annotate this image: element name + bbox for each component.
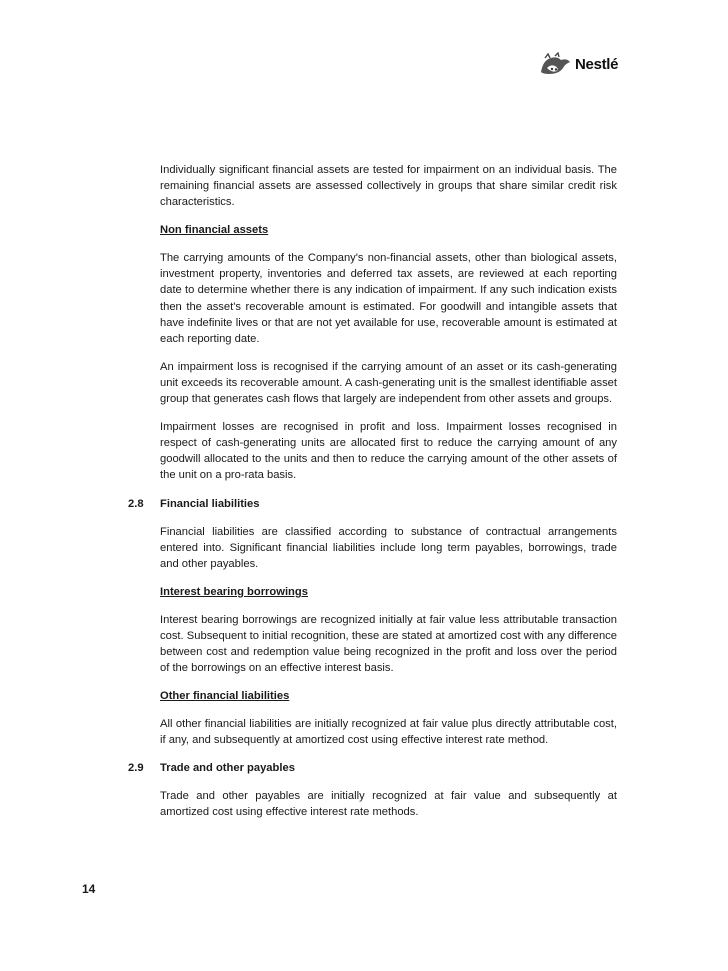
paragraph: Trade and other payables are initially recognized at fair value and subsequently at amortized cost using effective interest rate methods. (160, 790, 617, 819)
paragraph: An impairment loss is recognised if the carrying amount of an asset or its cash-generating unit exceeds its recoverable amount. A cash-generating unit is the smallest identifiable asset group that generates cash flows that largely are independent from other assets and groups. (160, 360, 617, 406)
section-heading-trade-payables (128, 760, 617, 776)
section-number: 2.9 (128, 762, 144, 775)
paragraph: Interest bearing borrowings are recognized initially at fair value less attributable transaction cost. Subsequent to initial recognition, these are stated at amortized cost with any difference between cost and redemption value being recognized in the profit and loss over the period of the borrowings on an effective interest basis. (160, 613, 617, 675)
paragraph: Financial liabilities are classified according to substance of contractual arrangements entered into. Significant financial liabilities include long term payables, borrowings, trade and other payables. (160, 525, 617, 570)
subheading-non-financial-assets: Non financial assets (160, 224, 269, 237)
section-number: 2.8 (128, 497, 144, 510)
section-heading-financial-liabilities (128, 496, 617, 512)
page-number: 14 (82, 882, 96, 896)
section-title: Trade and other payables (160, 762, 295, 775)
document-body (128, 162, 617, 833)
paragraph: All other financial liabilities are initially recognized at fair value plus directly attributable cost, if any, and subsequently at amortized cost using effective interest rate method. (160, 718, 617, 747)
paragraph: Individually significant financial assets are tested for impairment on an individual basis. The remaining financial assets are assessed collectively in groups that share similar credit risk characteristics. (160, 164, 617, 209)
logo-text: Nestlé (575, 55, 619, 73)
subheading-other-financial-liabilities: Other financial liabilities (160, 690, 290, 703)
subheading-interest-bearing-borrowings: Interest bearing borrowings (160, 585, 308, 598)
paragraph: Impairment losses are recognised in profit and loss. Impairment losses recognised in respect of cash-generating units are allocated first to reduce the carrying amount of any goodwill allocated to the units and then to reduce the carrying amount of the other assets of the unit on a pro-rata basis. (160, 421, 617, 482)
paragraph: The carrying amounts of the Company's non-financial assets, other than biological assets, investment property, inventories and deferred tax assets, are reviewed at each reporting date to determine whether there is any indication of impairment. If any such indication exists then the asset's recoverable amount is estimated. For goodwill and intangible assets that have indefinite lives or that are not yet available for use, recoverable amount is estimated at each reporting date. (160, 252, 617, 345)
section-title: Financial liabilities (160, 497, 260, 510)
nestle-logo (537, 52, 618, 76)
nest-birds-icon (537, 52, 573, 76)
